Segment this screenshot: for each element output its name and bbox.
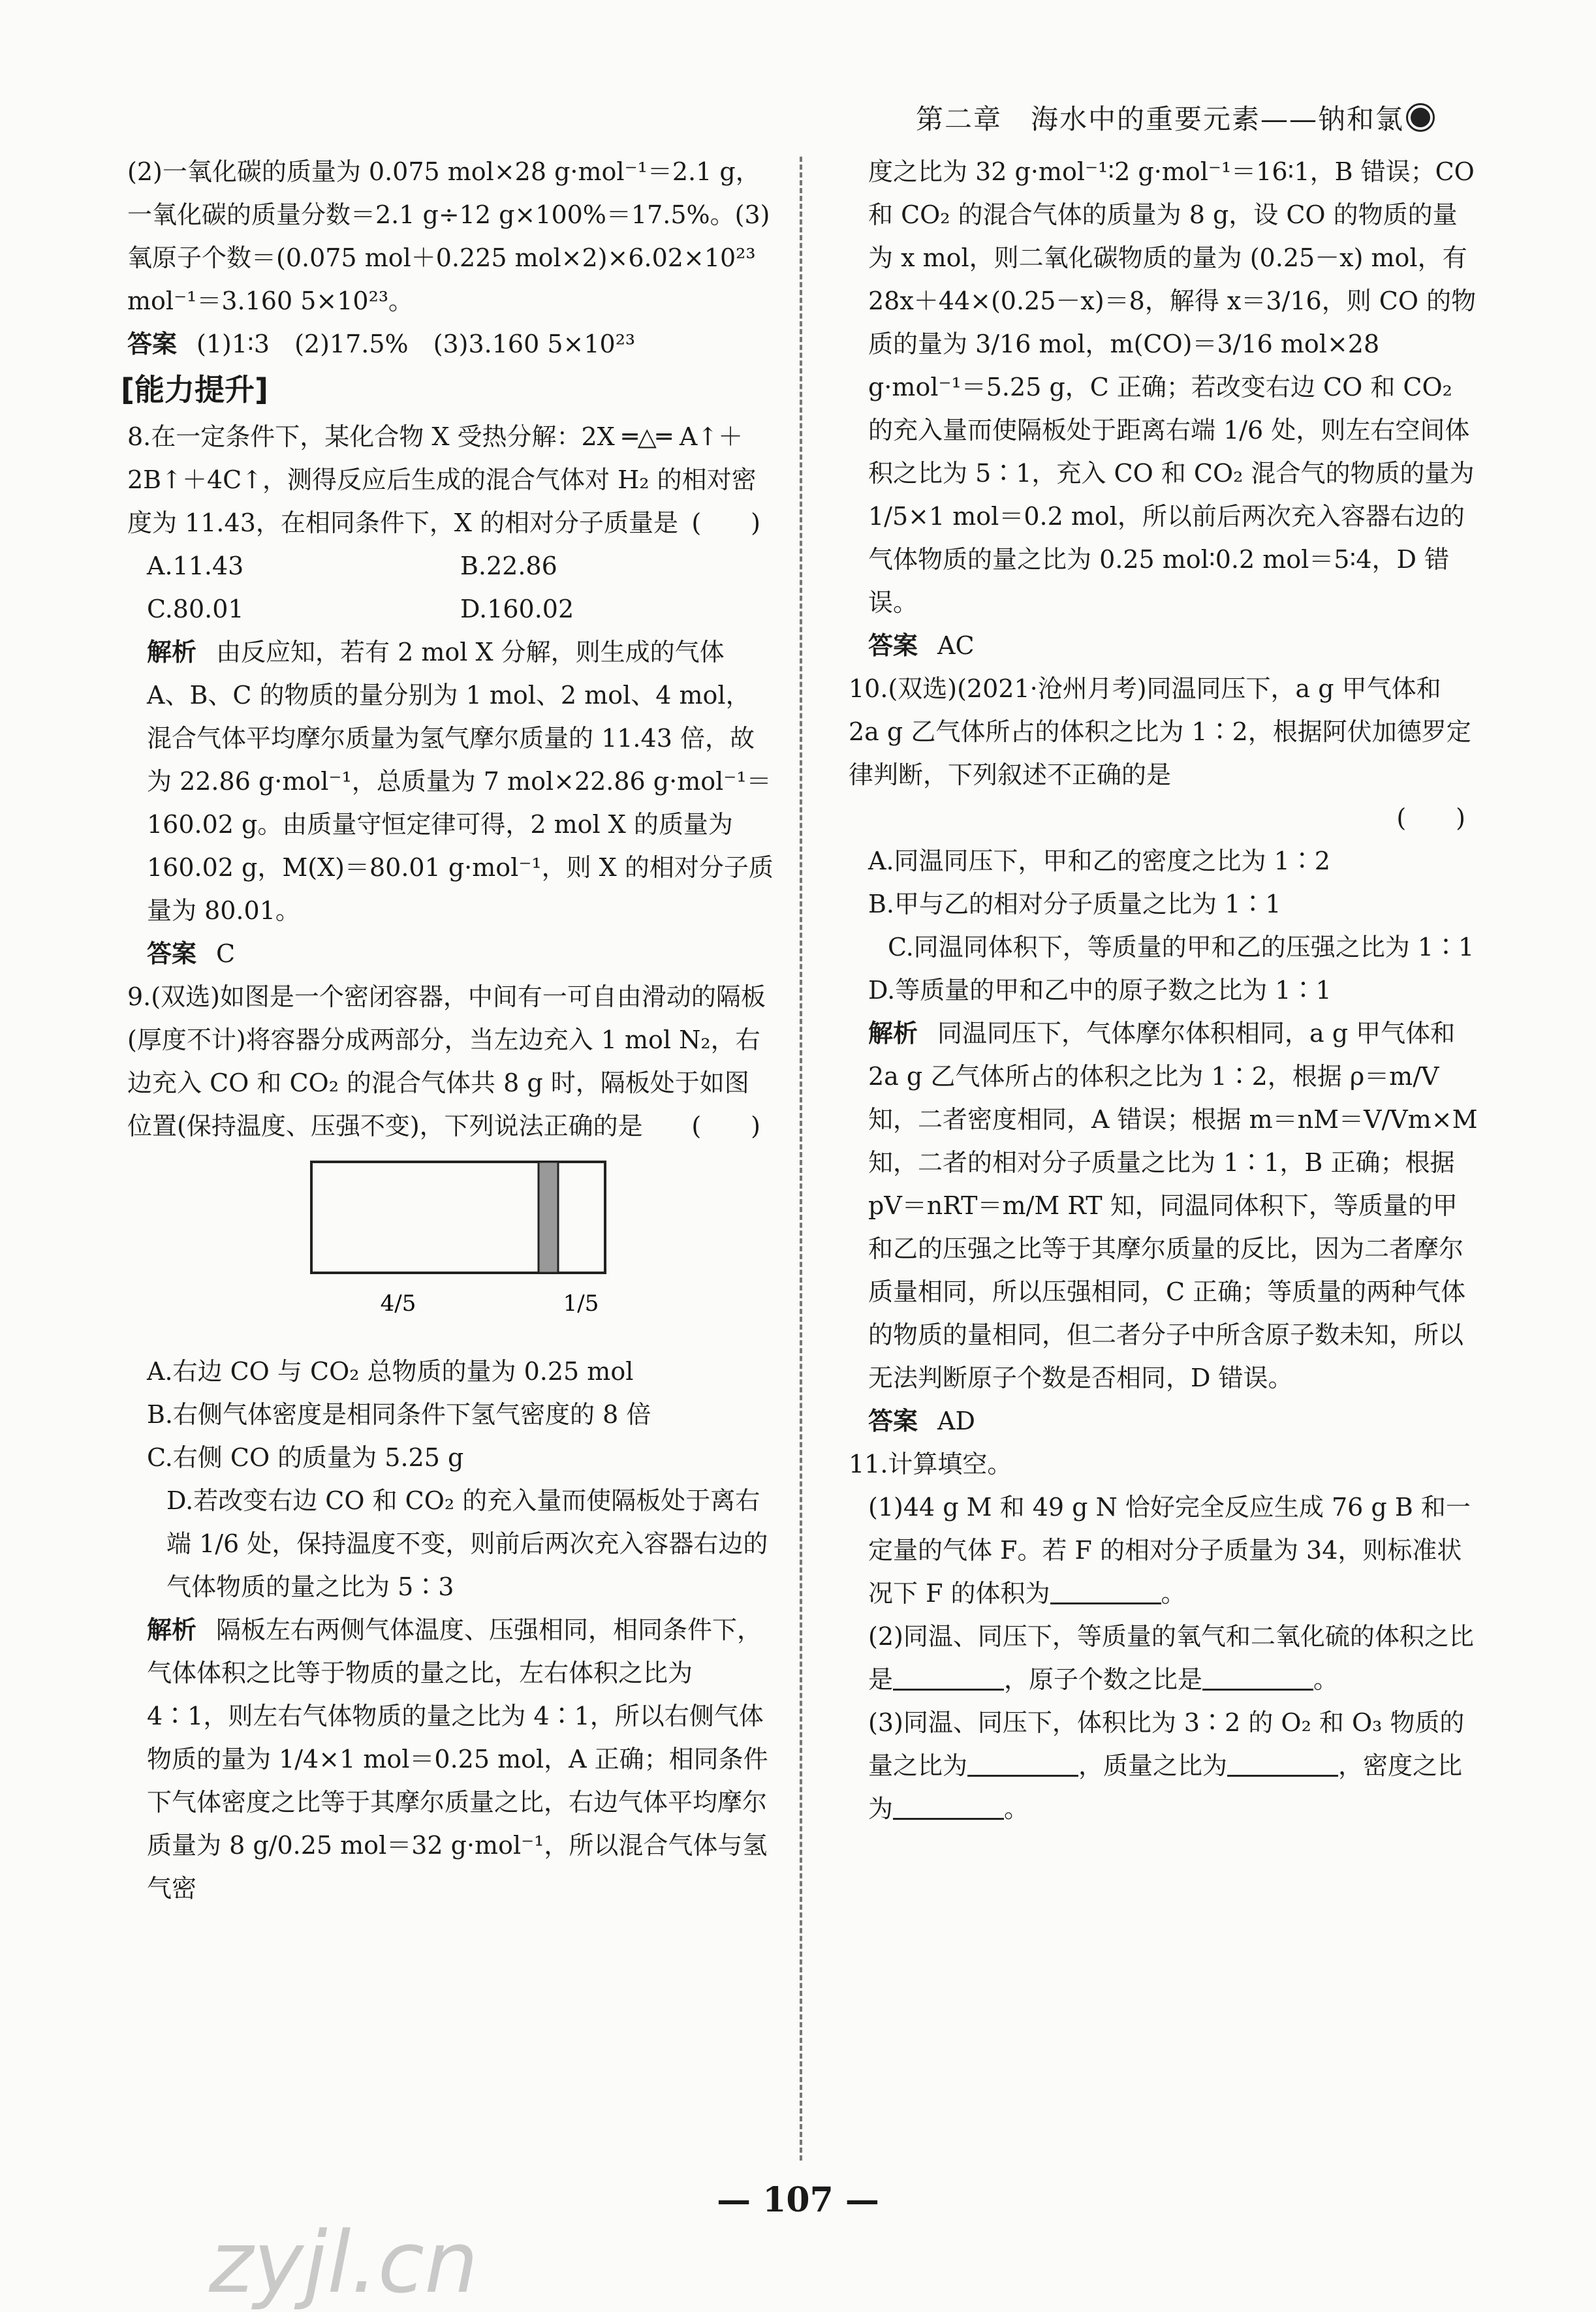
q9-option-a: A.右边 CO 与 CO₂ 总物质的量为 0.25 mol [147, 1357, 634, 1386]
fill-blank[interactable] [967, 1749, 1078, 1777]
q11-part1-end: 。 [1161, 1579, 1186, 1608]
analysis-label: 解析 [868, 1019, 918, 1048]
q8-option-c: C.80.01 [147, 595, 244, 623]
q11-part3-text: (3)同温、同压下，体积比为 3∶2 的 O₂ 和 O₃ 物质的量之比为 [868, 1708, 1465, 1780]
answer-label: 答案 [127, 330, 178, 358]
q8-options [127, 544, 774, 631]
answer-label: 答案 [868, 1407, 918, 1435]
column-divider [800, 157, 802, 2161]
q8-analysis [127, 631, 774, 932]
fill-blank[interactable] [893, 1663, 1004, 1691]
answer-text: AC [937, 631, 975, 660]
q11-part2-end: 。 [1313, 1665, 1339, 1694]
analysis-text: 同温同压下，气体摩尔体积相同，a g 甲气体和 2a g 乙气体所占的体积之比为 1∶2，根据 ρ＝m/V 知，二者密度相同，A 错误；根据 m＝nM＝V/Vm×M 知，二者的相对分子质量之比为 1∶1，B 正确；根据 pV＝nRT＝m/M RT 知，同温同体积下，等质量的甲和乙的压强之比等于其摩尔质量的反比，因为二者摩尔质量相同，所以压强相同，C 正确；等质量的两种气体的物质的量相同，但二者分子中所含原子数未知，所以无法判断原子个数是否相同，D 错误。 [868, 1019, 1478, 1392]
answer-paren: ( ) [1396, 804, 1465, 832]
answer-label: 答案 [147, 939, 197, 968]
q10-option-c: C.同温同体积下，等质量的甲和乙的压强之比为 1∶1 [888, 933, 1475, 961]
container-figure [127, 1154, 774, 1350]
fill-blank[interactable] [1050, 1576, 1161, 1604]
q7-answer [127, 322, 774, 366]
q11-part1 [849, 1486, 1479, 1615]
q9-stem [127, 975, 774, 1148]
fill-blank[interactable] [1202, 1663, 1313, 1691]
q7-continuation: (2)一氧化碳的质量为 0.075 mol×28 g·mol⁻¹＝2.1 g，一氧化碳的质量分数＝2.1 g÷12 g×100%＝17.5%。(3)氧原子个数＝(0.075 mol＋0.225 mol×2)×6.02×10²³ mol⁻¹＝3.160 5×10²³。 [127, 157, 770, 315]
analysis-label: 解析 [147, 1616, 197, 1644]
q8-stem [127, 415, 774, 544]
site-watermark: zyjl.cn [209, 2213, 478, 2312]
q8-option-a: A.11.43 [147, 552, 244, 580]
chapter-header [916, 98, 1433, 137]
q10-option-d: D.等质量的甲和乙中的原子数之比为 1∶1 [868, 976, 1332, 1005]
q8-option-d: D.160.02 [460, 595, 574, 623]
fill-blank[interactable] [893, 1792, 1004, 1820]
q8-option-b: B.22.86 [460, 552, 557, 580]
q11-part3-end: 。 [1004, 1794, 1029, 1823]
right-column [849, 150, 1479, 1830]
q9-option-b: B.右侧气体密度是相同条件下氢气密度的 8 倍 [147, 1400, 651, 1429]
q11-part1-text: (1)44 g M 和 49 g N 恰好完全反应生成 76 g B 和一定量的气体 F。若 F 的相对分子质量为 34，则标准状况下 F 的体积为 [868, 1493, 1471, 1608]
q11-part2 [849, 1615, 1479, 1701]
q11-part3-mid: ，质量之比为 [1078, 1751, 1228, 1780]
q9-analysis [127, 1608, 774, 1910]
q11-part2-text: (2)同温、同压下，等质量的氧气和二氧化硫的体积之比是 [868, 1622, 1474, 1694]
answer-text: (1)1∶3 (2)17.5% (3)3.160 5×10²³ [196, 330, 636, 358]
q9-answer [849, 624, 1479, 667]
left-column [121, 150, 774, 1910]
partition-board [539, 1162, 558, 1273]
section-title: [能力提升] [121, 372, 269, 407]
q9-option-d: D.若改变右边 CO 和 CO₂ 的充入量而使隔板处于离右端 1/6 处，保持温度不变，则前后两次充入容器右边的气体物质的量之比为 5∶3 [166, 1486, 768, 1601]
q8-answer [127, 932, 774, 975]
q10-option-b: B.甲与乙的相对分子质量之比为 1∶1 [868, 890, 1281, 918]
q11-part3 [849, 1701, 1479, 1830]
q9-analysis-continued: 度之比为 32 g·mol⁻¹∶2 g·mol⁻¹＝16∶1，B 错误；CO 和 CO₂ 的混合气体的质量为 8 g，设 CO 的物质的量为 x mol，则二氧化碳物质的量为 (0.25－x) mol，有 28x＋44×(0.25－x)＝8，解得 x＝3/16，则 CO 的物质的量为 3/16 mol，m(CO)＝3/16 mol×28 g·mol⁻¹＝5.25 g，C 正确；若改变右边 CO 和 CO₂ 的充入量而使隔板处于距离右端 1/6 处，则左右空间体积之比为 5∶1，充入 CO 和 CO₂ 混合气的物质的量为 1/5×1 mol＝0.2 mol，所以前后两次充入容器右边的气体物质的量之比为 0.25 mol∶0.2 mol＝5∶4，D 错误。 [868, 157, 1477, 617]
q8-stem-text: 8.在一定条件下，某化合物 X 受热分解：2X ═△═ A↑＋2B↑＋4C↑，测得反应后生成的混合气体对 H₂ 的相对密度为 11.43，在相同条件下，X 的相对分子质量是 [127, 422, 757, 537]
analysis-text: 隔板左右两侧气体温度、压强相同，相同条件下，气体体积之比等于物质的量之比，左右体积之比为 4∶1，则左右气体物质的量之比为 4∶1，所以右侧气体物质的量为 1/4×1 mol＝0.25 mol，A 正确；相同条件下气体密度之比等于其摩尔质量之比，右边气体平均摩尔质量为 8 g/0.25 mol＝32 g·mol⁻¹，所以混合气体与氢气密 [147, 1616, 768, 1903]
bullet-icon [1408, 105, 1433, 130]
q9-stem-text: 9.(双选)如图是一个密闭容器，中间有一可自由滑动的隔板(厚度不计)将容器分成两部分，当左边充入 1 mol N₂，右边充入 CO 和 CO₂ 的混合气体共 8 g 时，隔板处于如图位置(保持温度、压强不变)，下列说法正确的是 [127, 982, 766, 1140]
q11-stem: 11.计算填空。 [849, 1450, 1012, 1478]
q11-part3-mid2: ，密度之比为 [868, 1751, 1463, 1823]
q11-part2-mid: ，原子个数之比是 [1004, 1665, 1203, 1694]
q9-option-c: C.右侧 CO 的质量为 5.25 g [147, 1443, 464, 1472]
answer-paren: ( ) [691, 1112, 760, 1140]
container-box [311, 1162, 605, 1273]
answer-text: AD [937, 1407, 975, 1435]
fill-blank[interactable] [1227, 1749, 1338, 1777]
q10-answer [849, 1399, 1479, 1443]
analysis-text: 由反应知，若有 2 mol X 分解，则生成的气体 A、B、C 的物质的量分别为 1 mol、2 mol、4 mol，混合气体平均摩尔质量为氢气摩尔质量的 11.43 倍，故为 22.86 g·mol⁻¹，总质量为 7 mol×22.86 g·mol⁻¹＝160.02 g。由质量守恒定律可得，2 mol X 的质量为 160.02 g，M(X)＝80.01 g·mol⁻¹，则 X 的相对分子质量为 80.01。 [147, 638, 774, 925]
analysis-label: 解析 [147, 638, 197, 666]
q10-stem: 10.(双选)(2021·沧州月考)同温同压下，a g 甲气体和 2a g 乙气体所占的体积之比为 1∶2，根据阿伏加德罗定律判断，下列叙述不正确的是 [849, 674, 1471, 789]
answer-paren: ( ) [691, 508, 760, 537]
left-ratio-label: 4/5 [380, 1290, 416, 1317]
answer-text: C [216, 939, 236, 968]
container-diagram [310, 1161, 610, 1350]
page-number: — 107 — [717, 2180, 879, 2220]
answer-label: 答案 [868, 631, 918, 660]
q10-paren-line [849, 796, 1479, 839]
q10-analysis [849, 1012, 1479, 1399]
chapter-title: 第二章 海水中的重要元素——钠和氯 [915, 103, 1404, 135]
right-ratio-label: 1/5 [563, 1290, 599, 1317]
q10-option-a: A.同温同压下，甲和乙的密度之比为 1∶2 [868, 847, 1330, 875]
